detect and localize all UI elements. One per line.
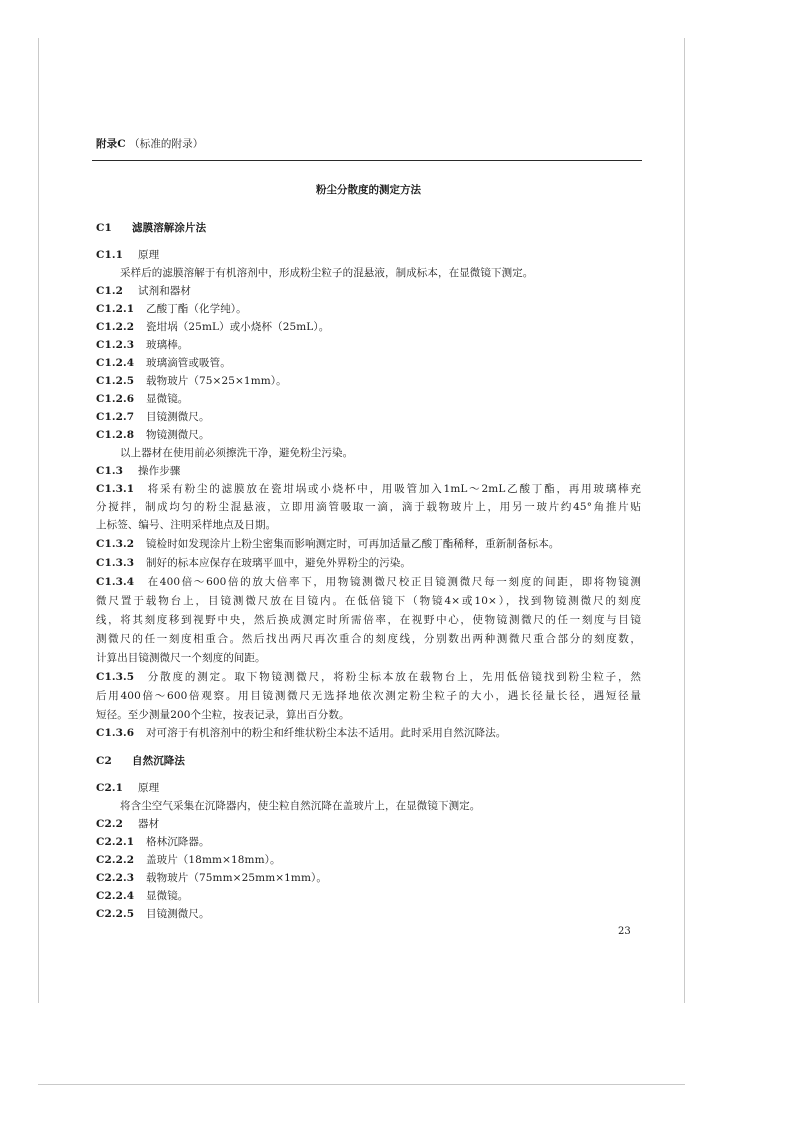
document-title: 粉尘分散度的测定方法 xyxy=(316,184,421,196)
item-number: C1.2.1 xyxy=(96,303,135,315)
item-number: C1.2.5 xyxy=(96,375,135,387)
list-item-c1-2-4 xyxy=(96,356,231,370)
section-title: 原理 xyxy=(138,782,160,794)
item-number: C1.2.7 xyxy=(96,411,135,423)
item-number: C1.3.2 xyxy=(96,538,135,550)
c1-3-1-line-1 xyxy=(96,482,641,496)
item-number: C2.2.2 xyxy=(96,854,135,866)
item-number: C1.2.8 xyxy=(96,429,135,441)
item-number: C1.2.6 xyxy=(96,393,135,405)
list-item-c2-2-5 xyxy=(96,907,210,921)
list-item-c1-3-3 xyxy=(96,556,411,570)
item-number: C1.3.4 xyxy=(96,576,135,588)
appendix-rule xyxy=(92,160,642,161)
list-item-c2-2-3 xyxy=(96,871,327,885)
list-item-c1-2-3 xyxy=(96,338,188,352)
item-text: 制好的标本应保存在玻璃平皿中，避免外界粉尘的污染。 xyxy=(146,557,411,569)
item-text: 物镜测微尺。 xyxy=(146,429,210,441)
appendix-note: （标准的附录） xyxy=(129,138,204,150)
section-title: 自然沉降法 xyxy=(132,755,185,767)
section-c2-1-heading xyxy=(96,781,159,795)
item-text: 镜检时如发现涂片上粉尘密集而影响测定时，可再加适量乙酸丁酯稀释，重新制备标本。 xyxy=(146,538,560,550)
item-number: C1.3.6 xyxy=(96,727,135,739)
c1-3-4-line-1 xyxy=(96,575,641,589)
c1-3-5-line-2: 后用400倍～600倍观察。用目镜测微尺无选择地依次测定粉尘粒子的大小，遇长径量长径，遇短径量 xyxy=(96,690,641,702)
list-item-c1-3-6 xyxy=(96,726,506,740)
list-item-c1-2-6 xyxy=(96,392,188,406)
item-text: 格林沉降器。 xyxy=(146,836,210,848)
item-number: C2.2.3 xyxy=(96,872,135,884)
c1-1-paragraph: 采样后的滤膜溶解于有机溶剂中，形成粉尘粒子的混悬液，制成标本，在显微镜下测定。 xyxy=(120,267,534,279)
section-c1-3-heading xyxy=(96,464,180,478)
item-text: 瓷坩埚（25mL）或小烧杯（25mL）。 xyxy=(146,321,330,333)
section-c1-heading xyxy=(96,221,206,235)
section-title: 操作步骤 xyxy=(138,465,181,477)
item-text: 对可溶于有机溶剂中的粉尘和纤维状粉尘本法不适用。此时采用自然沉降法。 xyxy=(146,727,507,739)
c1-3-4-line-5: 计算出目镜测微尺一个刻度的间距。 xyxy=(96,652,266,664)
section-title: 器材 xyxy=(138,818,160,830)
item-text: 目镜测微尺。 xyxy=(146,908,210,920)
list-item-c1-2-2 xyxy=(96,320,329,334)
item-text: 显微镜。 xyxy=(146,393,189,405)
list-item-c1-3-2 xyxy=(96,537,559,551)
section-title: 试剂和器材 xyxy=(138,285,191,297)
c1-3-4-line-3: 线，将其刻度移到视野中央，然后换成测定时所需倍率，在视野中心，使物镜测微尺的任一刻度与目镜 xyxy=(96,614,641,626)
paragraph-text: 分散度的测定。取下物镜测微尺，将粉尘标本放在载物台上，先用低倍镜找到粉尘粒子，然 xyxy=(146,671,641,683)
section-number: C1.2 xyxy=(96,285,124,297)
section-number: C1.1 xyxy=(96,249,124,261)
section-number: C2.1 xyxy=(96,782,124,794)
item-number: C1.2.2 xyxy=(96,321,135,333)
section-title: 滤膜溶解涂片法 xyxy=(132,222,207,234)
page-number: 23 xyxy=(618,926,631,937)
c1-3-5-line-1 xyxy=(96,670,641,684)
page-left-edge xyxy=(38,38,39,1003)
section-number: C1 xyxy=(96,222,112,234)
item-number: C1.3.5 xyxy=(96,671,135,683)
c1-3-5-line-3: 短径。至少测量200个尘粒，按表记录，算出百分数。 xyxy=(96,709,350,721)
list-item-c2-2-1 xyxy=(96,835,210,849)
section-c1-1-heading xyxy=(96,248,159,262)
appendix-heading xyxy=(96,137,203,151)
section-number: C2.2 xyxy=(96,818,124,830)
section-c1-2-heading xyxy=(96,284,191,298)
section-c2-2-heading xyxy=(96,817,159,831)
item-text: 显微镜。 xyxy=(146,890,189,902)
list-item-c2-2-4 xyxy=(96,889,188,903)
item-text: 盖玻片（18mm×18mm）。 xyxy=(146,854,281,866)
item-number: C2.2.4 xyxy=(96,890,135,902)
item-number: C1.2.3 xyxy=(96,339,135,351)
section-number: C1.3 xyxy=(96,465,124,477)
c1-3-4-line-4: 测微尺的任一刻度相重合。然后找出两尺再次重合的刻度线，分别数出两种测微尺重合部分的刻度数， xyxy=(96,633,641,645)
page-bottom-rule xyxy=(38,1084,685,1085)
list-item-c1-2-7 xyxy=(96,410,210,424)
item-number: C2.2.5 xyxy=(96,908,135,920)
list-item-c1-2-8 xyxy=(96,428,210,442)
item-text: 玻璃滴管或吸管。 xyxy=(146,357,231,369)
c1-3-1-line-2: 分搅拌，制成均匀的粉尘混悬液，立即用滴管吸取一滴，滴于载物玻片上，用另一玻片约45°角推片贴 xyxy=(96,501,641,513)
item-number: C1.3.1 xyxy=(96,483,135,495)
appendix-label: 附录C xyxy=(96,138,126,150)
c1-2-note: 以上器材在使用前必须擦洗干净，避免粉尘污染。 xyxy=(120,447,354,459)
item-text: 乙酸丁酯（化学纯）。 xyxy=(146,303,247,315)
paragraph-text: 在400倍～600倍的放大倍率下，用物镜测微尺校正目镜测微尺每一刻度的间距，即将物镜测 xyxy=(146,576,641,588)
list-item-c1-2-5 xyxy=(96,374,287,388)
section-title: 原理 xyxy=(138,249,160,261)
c2-1-paragraph: 将含尘空气采集在沉降器内，使尘粒自然沉降在盖玻片上，在显微镜下测定。 xyxy=(120,800,481,812)
item-number: C1.3.3 xyxy=(96,557,135,569)
item-text: 载物玻片（75mm×25mm×1mm）。 xyxy=(146,872,327,884)
list-item-c2-2-2 xyxy=(96,853,281,867)
list-item-c1-2-1 xyxy=(96,302,247,316)
section-number: C2 xyxy=(96,755,112,767)
section-c2-heading xyxy=(96,754,185,768)
item-number: C2.2.1 xyxy=(96,836,135,848)
item-text: 目镜测微尺。 xyxy=(146,411,210,423)
item-number: C1.2.4 xyxy=(96,357,135,369)
item-text: 玻璃棒。 xyxy=(146,339,189,351)
c1-3-4-line-2: 微尺置于载物台上，目镜测微尺放在目镜内。在低倍镜下（物镜4×或10×），找到物镜测微尺的刻度 xyxy=(96,595,641,607)
item-text: 载物玻片（75×25×1mm）。 xyxy=(146,375,287,387)
c1-3-1-line-3: 上标签、编号、注明采样地点及日期。 xyxy=(96,519,277,531)
paragraph-text: 将采有粉尘的滤膜放在瓷坩埚或小烧杯中，用吸管加入1mL～2mL乙酸丁酯，再用玻璃棒充 xyxy=(146,483,641,495)
page-right-edge xyxy=(684,38,685,1003)
